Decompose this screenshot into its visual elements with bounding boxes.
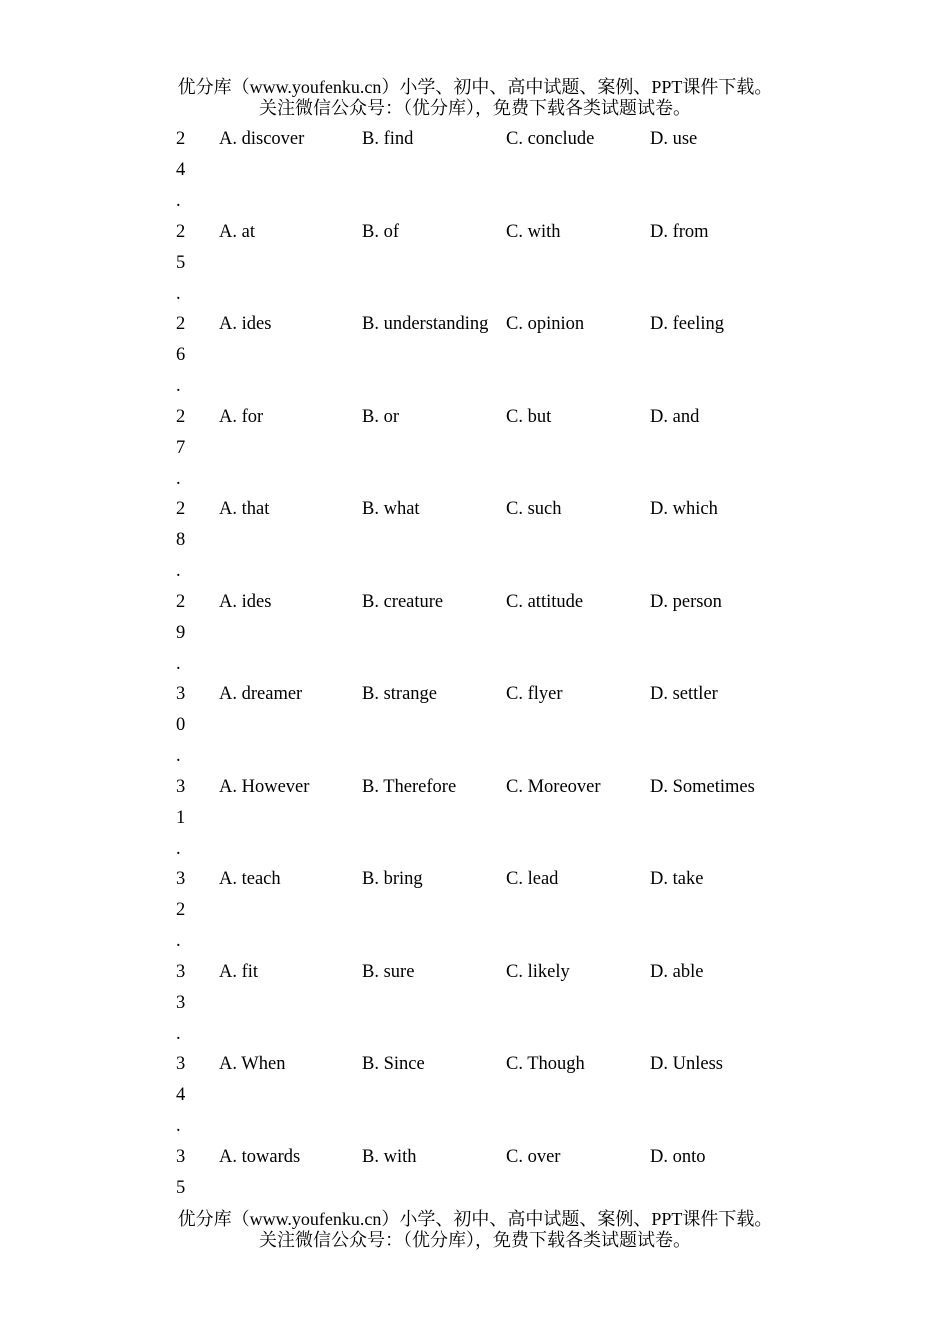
option-c: C. likely: [506, 961, 570, 982]
question-number-char: 2: [176, 499, 186, 519]
option-c: C. opinion: [506, 314, 585, 334]
option-b: B. what: [362, 499, 420, 519]
question-number-char: .: [176, 376, 181, 396]
option-b: B. understanding: [362, 314, 489, 334]
option-a: A. for: [219, 406, 264, 427]
option-d: D. use: [650, 129, 698, 149]
option-b: B. or: [362, 406, 399, 427]
question-number-char: 3: [176, 1146, 186, 1167]
question-row: [0, 772, 950, 865]
question-row: [0, 124, 950, 217]
question-number-char: 2: [176, 406, 186, 427]
question-number-char: 3: [176, 776, 186, 797]
question-number-char: .: [176, 653, 181, 674]
header-banner: [0, 77, 950, 119]
question-row: [0, 864, 950, 957]
question-number-char: .: [176, 838, 181, 859]
option-a: A. discover: [219, 129, 305, 149]
question-number-char: 5: [176, 252, 186, 273]
option-d: D. Unless: [650, 1054, 723, 1074]
question-number-char: .: [176, 1116, 181, 1136]
question-number-char: 2: [176, 129, 186, 149]
option-d: D. settler: [650, 684, 718, 704]
question-number: [176, 217, 190, 310]
option-b: B. Since: [362, 1054, 425, 1074]
option-a: A. dreamer: [219, 684, 303, 704]
option-c: C. conclude: [506, 129, 595, 149]
option-d: D. person: [650, 591, 722, 612]
option-d: D. which: [650, 499, 718, 519]
question-row: [0, 217, 950, 310]
question-number: [176, 124, 190, 217]
option-b: B. sure: [362, 961, 415, 982]
option-d: D. take: [650, 869, 704, 889]
option-a: A. at: [219, 221, 255, 242]
option-d: D. from: [650, 221, 709, 242]
option-b: B. find: [362, 129, 414, 149]
question-number: [176, 1049, 190, 1142]
question-number-char: 6: [176, 345, 186, 365]
option-a: A. that: [219, 499, 270, 519]
question-number-char: 3: [176, 1054, 186, 1074]
question-number-char: 3: [176, 961, 186, 982]
question-row: [0, 679, 950, 772]
question-number-char: 3: [176, 684, 186, 704]
question-number-char: 5: [176, 1177, 186, 1198]
question-row: [0, 402, 950, 495]
option-c: C. with: [506, 221, 561, 242]
option-a: A. ides: [219, 314, 272, 334]
question-number-char: .: [176, 1023, 181, 1044]
option-a: A. teach: [219, 869, 281, 889]
option-b: B. of: [362, 221, 399, 242]
question-number-char: 3: [176, 992, 186, 1013]
question-number-char: 0: [176, 715, 186, 735]
option-a: A. However: [219, 776, 310, 797]
question-number: [176, 309, 190, 402]
question-number: [176, 864, 190, 957]
option-d: D. Sometimes: [650, 776, 755, 797]
question-number: [176, 957, 190, 1050]
question-number-char: 4: [176, 1085, 186, 1105]
option-a: A. towards: [219, 1146, 301, 1167]
question-number: [176, 679, 190, 772]
question-number-char: 9: [176, 622, 186, 643]
footer-banner: [0, 1209, 950, 1251]
option-c: C. attitude: [506, 591, 584, 612]
question-number-char: 2: [176, 591, 186, 612]
question-number: [176, 587, 190, 680]
question-number-char: .: [176, 931, 181, 951]
option-d: D. able: [650, 961, 704, 982]
option-b: B. bring: [362, 869, 423, 889]
option-d: D. and: [650, 406, 700, 427]
question-number-char: 4: [176, 160, 186, 180]
option-a: A. ides: [219, 591, 272, 612]
option-c: C. over: [506, 1146, 561, 1167]
question-row: [0, 957, 950, 1050]
question-number-char: 2: [176, 314, 186, 334]
question-number-char: 2: [176, 900, 186, 920]
footer-line-1: 优分库（www.youfenku.cn）小学、初中、高中试题、案例、PPT课件下载。: [177, 1209, 773, 1229]
question-number-char: .: [176, 561, 181, 581]
option-c: C. but: [506, 406, 552, 427]
question-number-char: 2: [176, 221, 186, 242]
question-number-char: .: [176, 283, 181, 304]
question-number-char: .: [176, 191, 181, 211]
option-d: D. feeling: [650, 314, 724, 334]
question-number: [176, 1142, 190, 1204]
question-number-char: 7: [176, 437, 186, 458]
question-row: [0, 1049, 950, 1142]
question-number-char: 3: [176, 869, 186, 889]
option-c: C. Moreover: [506, 776, 601, 797]
option-b: B. with: [362, 1146, 417, 1167]
option-d: D. onto: [650, 1146, 706, 1167]
question-list: [0, 124, 950, 1234]
question-number-char: .: [176, 468, 181, 489]
header-line-1: 优分库（www.youfenku.cn）小学、初中、高中试题、案例、PPT课件下载。: [177, 77, 773, 97]
option-a: A. When: [219, 1054, 286, 1074]
question-row: [0, 587, 950, 680]
question-number: [176, 772, 190, 865]
question-number-char: 8: [176, 530, 186, 550]
option-c: C. flyer: [506, 684, 563, 704]
option-b: B. strange: [362, 684, 438, 704]
option-b: B. Therefore: [362, 776, 457, 797]
question-number-char: .: [176, 746, 181, 766]
question-row: [0, 309, 950, 402]
question-number: [176, 402, 190, 495]
question-row: [0, 494, 950, 587]
option-c: C. Though: [506, 1054, 585, 1074]
option-c: C. lead: [506, 869, 559, 889]
header-line-2: 关注微信公众号：（优分库），免费下载各类试题试卷。: [259, 98, 691, 118]
footer-line-2: 关注微信公众号：（优分库），免费下载各类试题试卷。: [259, 1230, 691, 1250]
option-c: C. such: [506, 499, 562, 519]
option-b: B. creature: [362, 591, 444, 612]
question-number: [176, 494, 190, 587]
question-number-char: 1: [176, 807, 186, 828]
option-a: A. fit: [219, 961, 259, 982]
